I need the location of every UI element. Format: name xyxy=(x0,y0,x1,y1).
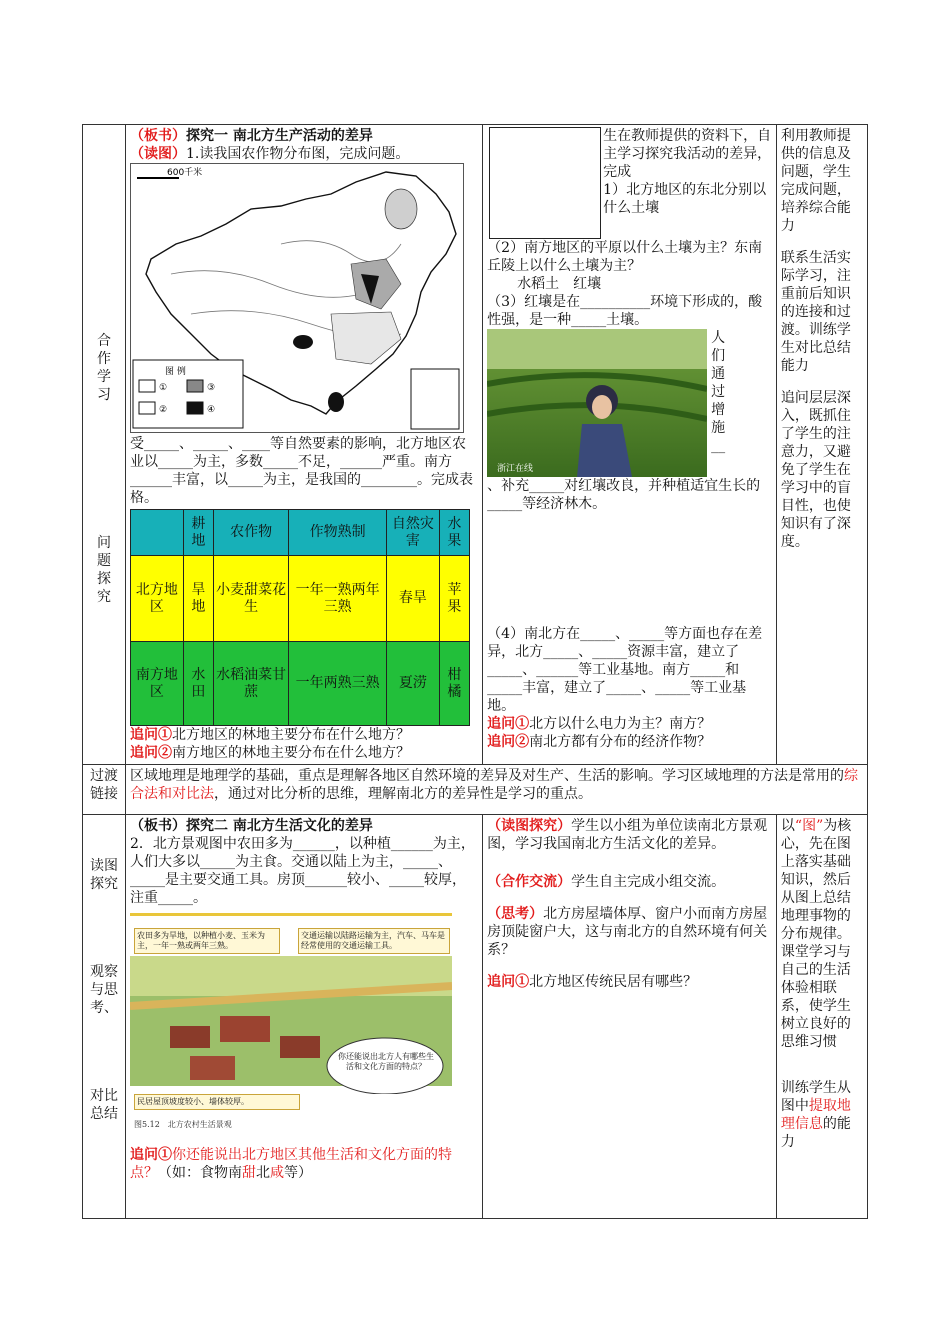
student-q1-text: 1）北方地区的东北分别以什么土壤 xyxy=(603,182,767,216)
photo-watermark: 浙江在线 xyxy=(497,464,534,474)
covered-image-box xyxy=(489,127,601,239)
map-scale-label: 600千米 xyxy=(166,168,203,178)
student-q4: （4）南北方在_____、_____等方面也存在差异，北方_____、_____资源丰富，建立了_____、______等工业基地。南方_____和_____丰富，建立了_____、_____等工业基地。 xyxy=(487,626,763,714)
row-transition xyxy=(83,765,868,815)
cooperative-exchange: （合作交流）学生自主完成小组交流。 xyxy=(487,874,726,890)
student-q3: （3）红壤是在__________环境下形成的，酸性强，是一种_____土壤。 xyxy=(487,294,763,328)
purpose-text-4: 以“图”为核心，先在图上落实基础知识，然后从图上总结地理事物的分布规律。课堂学习与自己的生活体验相联系，使学生树立良好的思维习惯 xyxy=(780,818,852,1050)
note-farmland: 农田多为旱地，以种植小麦、玉米为主，一年一熟或两年三熟。 xyxy=(134,928,280,954)
row3-purpose-cell xyxy=(776,815,867,1219)
student-answer-2: 水稻土 红壤 xyxy=(517,276,602,292)
follow-up-question-1: 追问①北方地区的林地主要分布在什么地方？ xyxy=(129,727,410,743)
row1-activity-cell xyxy=(125,125,482,765)
transition-text-cell: 区域地理是地理学的基础，重点是理解各地区自然环境的差异及对生产、生活的影响。学习区域地理的方法是常用的综合法和对比法，通过对比分析的思维，理解南北方的差异性是学习的重点。 xyxy=(125,765,867,815)
picture-caption: 图5.12 北方农村生活景观 xyxy=(133,1120,232,1129)
follow-up-question-2: 追问②南方地区的林地主要分布在什么地方？ xyxy=(129,745,410,761)
row1-label-cell xyxy=(83,125,126,765)
thought-bubble: 你还能说出北方人有哪些生活和文化方面的特点？ xyxy=(337,1052,434,1071)
north-south-comparison-table xyxy=(130,509,470,726)
legend-title: 图 例 xyxy=(164,367,186,377)
table-cell: 夏涝 xyxy=(386,642,439,726)
row3-label-cell xyxy=(83,815,126,1219)
header-cell: 自然灾害 xyxy=(386,510,439,556)
fill-blank-text-2: 2．北方景观图中农田多为______，以种植______为主，人们大多以_____为主食。交通以陆上为主，_____、_____是主要交通工具。房顶______较小、_____较厚，注重_____。 xyxy=(129,836,475,906)
tea-field-image xyxy=(487,329,707,477)
table-row-south xyxy=(130,642,469,726)
table-cell: 一年两熟三熟 xyxy=(289,642,387,726)
northern-village-picture xyxy=(130,913,452,1134)
label-question-explore: 问题探究 xyxy=(96,535,111,605)
header-cell: 耕地 xyxy=(183,510,213,556)
row2-label-cell xyxy=(83,765,126,815)
label-observe-think: 观察与思考、 xyxy=(89,964,118,1016)
header-cell: 水果 xyxy=(439,510,469,556)
read-map-prompt: （读图）1.读我国农作物分布图，完成问题。 xyxy=(129,146,410,162)
table-cell: 一年一熟两年三熟 xyxy=(289,556,387,642)
method-highlight: 综合法和对比法 xyxy=(129,768,858,802)
note-transport: 交通运输以陆路运输为主，汽车、马车是经常使用的交通运输工具。 xyxy=(298,928,450,954)
label-cooperative-study: 合作学习 xyxy=(96,333,111,403)
section-title-2: （板书）探究二 南北方生活文化的差异 xyxy=(129,818,373,834)
side-fill-text: 人们通过增施__ xyxy=(711,330,726,454)
table-header-row xyxy=(130,510,469,556)
legend-item-1: ① xyxy=(158,383,168,393)
fill-blank-text-1: 受_____、_____、____等自然要素的影响，北方地区农业以_____为主，多数_____不足，______严重。南方______丰富，以_____为主，是我国的________。完成表格。 xyxy=(129,436,473,506)
follow-up-question-3: 追问①你还能说出北方地区其他生活和文化方面的特点？（如：食物南甜北咸等） xyxy=(129,1147,452,1181)
purpose-text-3: 追问层层深入，既抓住了学生的注意力，又避免了学生在学习中的盲目性，也使知识有了深度。 xyxy=(780,390,851,550)
row-explore-two xyxy=(83,815,868,1219)
row3-student-cell xyxy=(483,815,777,1219)
row1-student-cell xyxy=(483,125,777,765)
legend-item-4: ④ xyxy=(206,405,216,415)
table-cell: 柑橘 xyxy=(439,642,469,726)
table-cell: 北方地区 xyxy=(130,556,183,642)
lesson-plan-table xyxy=(82,124,868,1219)
row1-purpose-cell xyxy=(776,125,867,765)
purpose-text-2: 联系生活实际学习，注重前后知识的连接和过渡。训练学生对比总结能力 xyxy=(780,250,851,374)
china-map-image xyxy=(131,164,463,432)
read-map-explore: （读图探究）学生以小组为单位读南北方景观图，学习我国南北方生活文化的差异。 xyxy=(487,818,768,852)
student-intro-text: 生在教师提供的资料下，自主学习探究我活动的差异，完成 xyxy=(603,128,772,180)
label-read-map: 读图探究 xyxy=(89,858,118,892)
table-cell: 小麦甜菜花生 xyxy=(213,556,288,642)
header-cell: 农作物 xyxy=(213,510,288,556)
table-cell: 水稻油菜甘蔗 xyxy=(213,642,288,726)
label-transition: 过渡链接 xyxy=(89,768,118,802)
purpose-text-1: 利用教师提供的信息及问题，学生完成问题，培养综合能力 xyxy=(780,128,851,234)
table-cell: 春旱 xyxy=(386,556,439,642)
header-cell xyxy=(130,510,183,556)
table-cell: 水田 xyxy=(183,642,213,726)
header-cell: 作物熟制 xyxy=(289,510,387,556)
crop-distribution-map xyxy=(130,163,464,433)
table-cell: 南方地区 xyxy=(130,642,183,726)
note-houses: 民居屋顶坡度较小、墙体较厚。 xyxy=(134,1094,300,1110)
purpose-text-5: 训练学生从图中提取地理信息的能力 xyxy=(780,1080,851,1150)
student-follow-up-3: 追问①北方地区传统民居有哪些？ xyxy=(487,974,698,990)
think-question: （思考）北方房屋墙体厚、窗户小而南方房屋房顶陡窗户大，这与南北方的自然环境有何关系？ xyxy=(487,906,768,958)
legend-item-2: ② xyxy=(158,405,168,415)
student-q2: （2）南方地区的平原以什么土壤为主？东南丘陵上以什么土壤为主？ xyxy=(487,240,763,274)
student-follow-up-1: 追问①北方以什么电力为主？南方？ xyxy=(487,716,712,732)
legend-item-3: ③ xyxy=(206,383,216,393)
row3-activity-cell xyxy=(125,815,482,1219)
section-title: （板书）探究一 南北方生产活动的差异 xyxy=(129,128,373,144)
table-row-north xyxy=(130,556,469,642)
student-follow-up-2: 追问②南北方都有分布的经济作物？ xyxy=(487,734,712,750)
tea-picking-photo xyxy=(487,329,707,477)
row-explore-one xyxy=(83,125,868,765)
table-cell: 苹果 xyxy=(439,556,469,642)
table-cell: 旱地 xyxy=(183,556,213,642)
label-compare-summary: 对比总结 xyxy=(89,1088,118,1122)
student-q3-continuation: 、补充_____对红壤改良，并种植适宜生长的_____等经济林木。 xyxy=(487,478,761,512)
